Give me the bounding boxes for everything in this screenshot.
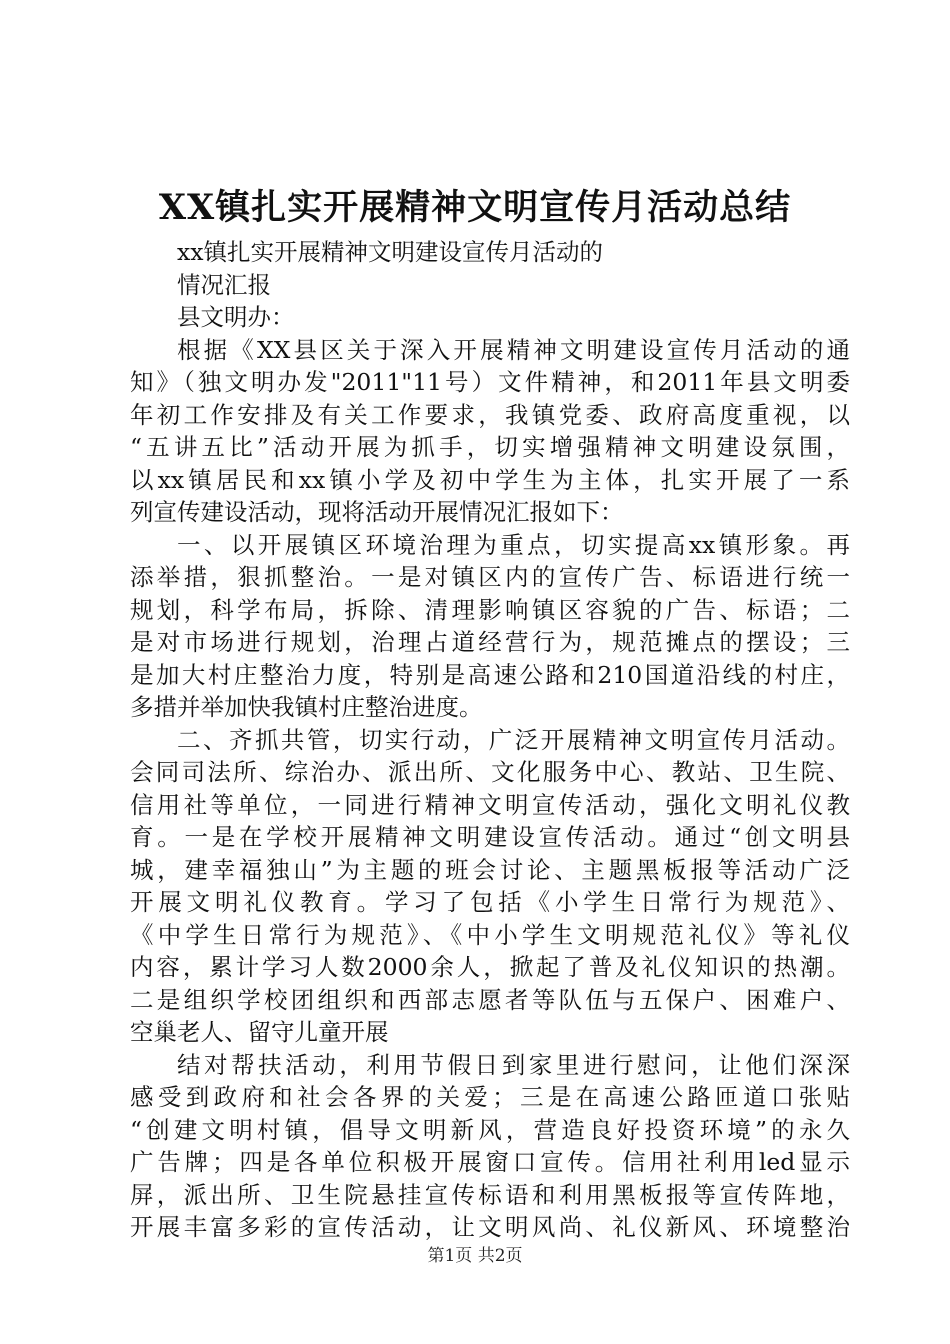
document-body bbox=[130, 236, 850, 1244]
text-line: 城，建幸福独山”为主题的班会讨论、主题黑板报等活动广泛 bbox=[130, 855, 850, 884]
text-line: 根据《XX县区关于深入开展精神文明建设宣传月活动的通 bbox=[177, 335, 850, 364]
text-line: 县文明办： bbox=[177, 303, 295, 331]
text-line: “五讲五比”活动开展为抓手，切实增强精神文明建设氛围， bbox=[130, 433, 850, 461]
text-line: 内容，累计学习人数2000余人，掀起了普及礼仪知识的热潮。 bbox=[130, 953, 850, 981]
text-line: 二、齐抓共管，切实行动，广泛开展精神文明宣传月活动。 bbox=[177, 725, 850, 754]
text-line: 知》（独文明办发"2011"11号）文件精神，和2011年县文明委 bbox=[130, 368, 850, 396]
text-line: 感受到政府和社会各界的关爱；三是在高速公路匝道口张贴 bbox=[130, 1083, 850, 1111]
text-line: 空巢老人、留守儿童开展 bbox=[130, 1018, 389, 1046]
text-line: 会同司法所、综治办、派出所、文化服务中心、教站、卫生院、 bbox=[130, 758, 850, 786]
text-line: 结对帮扶活动，利用节假日到家里进行慰问，让他们深深 bbox=[177, 1050, 850, 1079]
text-line: 育。一是在学校开展精神文明建设宣传活动。通过“创文明县 bbox=[130, 823, 850, 851]
text-line: 规划，科学布局，拆除、清理影响镇区容貌的广告、标语；二 bbox=[130, 595, 850, 624]
text-line: 一、以开展镇区环境治理为重点，切实提高xx镇形象。再 bbox=[177, 530, 850, 559]
text-line: 屏，派出所、卫生院悬挂宣传标语和利用黑板报等宣传阵地， bbox=[130, 1180, 850, 1209]
text-line: xx镇扎实开展精神文明建设宣传月活动的 bbox=[177, 238, 604, 266]
text-line: 二是组织学校团组织和西部志愿者等队伍与五保户、困难户、 bbox=[130, 985, 850, 1014]
text-line: 列宣传建设活动，现将活动开展情况汇报如下： bbox=[130, 498, 624, 526]
text-line: 多措并举加快我镇村庄整治进度。 bbox=[130, 693, 483, 721]
text-line: 广告牌；四是各单位积极开展窗口宣传。信用社利用led显示 bbox=[130, 1148, 850, 1176]
text-line: 添举措，狠抓整治。一是对镇区内的宣传广告、标语进行统一 bbox=[130, 563, 850, 591]
text-line: 年初工作安排及有关工作要求，我镇党委、政府高度重视，以 bbox=[130, 400, 850, 429]
text-line: 开展丰富多彩的宣传活动，让文明风尚、礼仪新风、环境整治 bbox=[130, 1213, 850, 1241]
text-line: 信用社等单位，一同进行精神文明宣传活动，强化文明礼仪教 bbox=[130, 790, 850, 819]
page-footer: 第1页 共2页 bbox=[427, 1246, 523, 1266]
text-line: 情况汇报 bbox=[177, 270, 271, 299]
text-line: 《中学生日常行为规范》、《中小学生文明规范礼仪》等礼仪 bbox=[130, 920, 850, 949]
text-line: “创建文明村镇，倡导文明新风，营造良好投资环境”的永久 bbox=[130, 1115, 850, 1144]
document-title: XX镇扎实开展精神文明宣传月活动总结 bbox=[158, 187, 792, 228]
text-line: 是加大村庄整治力度，特别是高速公路和210国道沿线的村庄， bbox=[130, 660, 850, 689]
text-line: 是对市场进行规划，治理占道经营行为，规范摊点的摆设；三 bbox=[130, 628, 850, 656]
text-line: 以xx镇居民和xx镇小学及初中学生为主体，扎实开展了一系 bbox=[130, 465, 850, 494]
text-line: 开展文明礼仪教育。学习了包括《小学生日常行为规范》、 bbox=[130, 888, 850, 916]
